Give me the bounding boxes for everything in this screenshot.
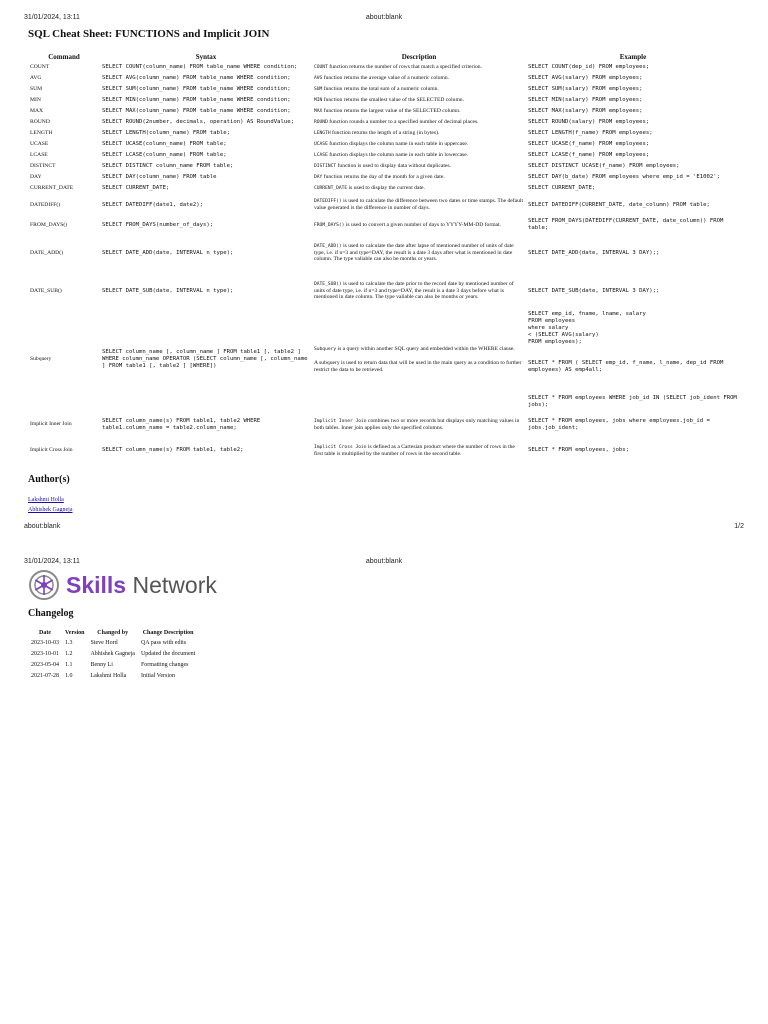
description-cell — [312, 440, 526, 462]
command-cell: DISTINCT — [30, 163, 56, 169]
description-cell — [312, 117, 526, 128]
skills-network-logo — [28, 568, 217, 602]
table-header-row — [28, 52, 740, 62]
description-cell — [312, 161, 526, 172]
page-number: 1/2 — [734, 523, 744, 530]
table-row — [28, 117, 740, 128]
changelog-description: Updated the document — [140, 650, 196, 657]
description-code: AVG — [314, 76, 323, 81]
syntax-cell: SELECT SUM(column_name) FROM table_name WHERE condition; — [102, 86, 291, 92]
changelog-date: 2023-10-01 — [31, 650, 59, 657]
table-row — [28, 310, 740, 410]
changelog-changed-by: Benny Li — [90, 661, 113, 668]
changelog-version: 1.2 — [65, 650, 73, 657]
changelog-version: 1.0 — [65, 672, 73, 679]
description-cell — [312, 139, 526, 150]
example-cell: SELECT LENGTH(f_name) FROM employees; — [528, 130, 653, 136]
table-row — [28, 62, 740, 73]
description-code: Implicit Inner Join — [314, 418, 367, 424]
table-row — [28, 183, 740, 194]
column-header-description: Description — [401, 53, 437, 61]
example-cell: SELECT FROM_DAYS(DATEDIFF(CURRENT_DATE, date_column)) FROM table; — [528, 218, 727, 231]
description-cell — [312, 216, 526, 234]
description-code: DATE_SUB() — [314, 281, 342, 287]
table-row — [28, 84, 740, 95]
syntax-cell: SELECT DATE_SUB(date, INTERVAL n type); — [102, 287, 234, 294]
changelog-col-version: Version — [65, 630, 85, 636]
syntax-cell: SELECT column_name(s) FROM table1, table2; — [102, 447, 244, 454]
changelog-changed-by: Steve Hord — [90, 639, 118, 646]
table-row — [28, 161, 740, 172]
syntax-cell: SELECT column_name [, column_name ] FROM table1 [, table2 ] WHERE column_name OPERATOR (SELECT column_name [, column_name ] FROM table1 [, table2 ] [WHERE]) — [102, 349, 311, 370]
table-row — [28, 234, 740, 272]
table-row — [28, 272, 740, 310]
syntax-cell: SELECT DATEDIFF(date1, date2); — [102, 201, 204, 208]
table-row — [28, 150, 740, 161]
command-cell: MIN — [30, 97, 41, 103]
command-cell: CURRENT_DATE — [30, 185, 74, 191]
description-text: is used to convert a given number of days to YYYY-MM-DD format. — [344, 221, 501, 228]
description-text: is used to calculate the date after lapse of mentioned number of units of date type, i.e. if n=3 and type=DAY, the result is a date 3 days after what is mentioned in date column. The type valiable can also be months or years. — [314, 242, 514, 263]
example-cell: SELECT LCASE(f_name) FROM employees; — [528, 152, 650, 158]
table-row — [28, 172, 740, 183]
description-cell — [312, 234, 526, 272]
changelog-changed-by: Abhishek Gagneja — [90, 650, 135, 657]
description-cell — [312, 150, 526, 161]
command-cell: Subquery — [30, 356, 52, 363]
syntax-cell: SELECT UCASE(column_name) FROM table; — [102, 141, 227, 147]
column-header-command: Command — [48, 53, 80, 61]
description-code: DAY — [314, 175, 323, 180]
syntax-cell: SELECT DATE_ADD(date, INTERVAL n type); — [102, 249, 234, 256]
command-cell: Implicit Cross Join — [30, 447, 73, 454]
description-cell — [312, 172, 526, 183]
authors-heading: Author(s) — [28, 474, 70, 485]
example-cell: SELECT UCASE(f_name) FROM employees; — [528, 141, 650, 147]
example-cell: SELECT emp_id, fname, lname, salary FROM employees where salary < (SELECT AVG(salary) FROM employees); SELECT * FROM ( SELECT emp_id, f_name, l_name, dep_id FROM employees) AS emp4all; SELECT * FROM employees WHERE job_id IN (SELECT job_ident FROM jobs); — [528, 311, 737, 408]
description-text: function rounds a number to a specified number of decimal places. — [327, 119, 479, 125]
syntax-cell: SELECT DAY(column_name) FROM table — [102, 174, 217, 180]
description-text: function returns the length of a string (in bytes). — [330, 130, 440, 136]
command-cell: COUNT — [30, 64, 50, 70]
syntax-cell: SELECT column_name(s) FROM table1, table2 WHERE table1.column_name = table2.column_name; — [102, 417, 264, 431]
description-text: is defined as a Cartesian product where the number of rows in the first table is multiplied by the number of rows in the second table. — [314, 443, 515, 457]
table-row — [28, 440, 740, 462]
syntax-cell: SELECT MAX(column_name) FROM table_name WHERE condition; — [102, 108, 291, 114]
example-cell: SELECT MIN(salary) FROM employees; — [528, 97, 643, 103]
description-code: Subquery — [314, 346, 337, 352]
description-text: function displays the column name in each table in uppercase. — [327, 141, 469, 147]
description-cell — [312, 272, 526, 310]
description-code: UCASE — [314, 142, 328, 147]
changelog-row — [28, 637, 198, 648]
description-code: COUNT — [314, 65, 328, 70]
changelog-description: Formatting changes — [140, 661, 189, 668]
description-text: function returns the largest value of the SELECTED column. — [322, 108, 461, 114]
syntax-cell: SELECT CURRENT_DATE; — [102, 185, 170, 191]
description-text: is used to display the current date. — [347, 185, 425, 191]
description-code: LCASE — [314, 153, 328, 158]
print-date: 31/01/2024, 13:11 — [24, 14, 80, 21]
changelog-col-description: Change Description — [142, 630, 194, 636]
table-row — [28, 73, 740, 84]
changelog-row — [28, 670, 198, 681]
cheat-sheet-table — [28, 52, 740, 462]
logo-text — [66, 572, 217, 599]
changelog-date: 2023-10-03 — [31, 639, 59, 646]
example-cell: SELECT AVG(salary) FROM employees; — [528, 75, 643, 81]
command-cell: LCASE — [30, 152, 48, 158]
description-text: function returns the smallest value of the SELECTED column. — [322, 97, 464, 103]
syntax-cell: SELECT LENGTH(column_name) FROM table; — [102, 130, 230, 136]
example-cell: SELECT DATE_SUB(date, INTERVAL 3 DAY);; — [528, 287, 660, 294]
example-cell: SELECT ROUND(salary) FROM employees; — [528, 119, 650, 125]
table-row — [28, 194, 740, 216]
skills-network-logo-icon — [28, 569, 60, 601]
description-code: Implicit Cross Join — [314, 444, 367, 450]
description-text: function returns the number of rows that match a specified criterion. — [327, 64, 482, 70]
description-cell — [312, 183, 526, 194]
logo-text-light: Network — [126, 571, 217, 598]
syntax-cell: SELECT LCASE(column_name) FROM table; — [102, 152, 227, 158]
changelog-heading: Changelog — [28, 608, 74, 619]
example-cell: SELECT MAX(salary) FROM employees; — [528, 108, 643, 114]
table-row — [28, 106, 740, 117]
description-text: is used to calculate the difference between two dates or time stamps. The default value generated is the difference in number of days. — [314, 198, 524, 211]
author-link[interactable]: Abhishek Gagneja — [28, 507, 73, 513]
description-text: function returns the average value of a numeric column. — [322, 75, 450, 81]
syntax-cell: SELECT ROUND(2number, decimals, operation) AS RoundValue; — [102, 119, 294, 125]
command-cell: DATE_SUB() — [30, 287, 62, 294]
author-link[interactable]: Lakshmi Holla — [28, 497, 64, 503]
command-cell: Implicit Inner Join — [30, 421, 72, 428]
description-code: MAX — [314, 109, 323, 114]
description-text: function returns the day of the month for a given date. — [322, 174, 445, 180]
changelog-description: QA pass with edits — [140, 639, 187, 646]
example-cell: SELECT * FROM employees, jobs where employees.job_id = jobs.job_ident; — [528, 417, 714, 431]
command-cell: AVG — [30, 75, 42, 81]
example-cell: SELECT DATE_ADD(date, INTERVAL 3 DAY);; — [528, 249, 660, 256]
description-code: LENGTH — [314, 131, 331, 136]
changelog-col-changed-by: Changed by — [97, 630, 129, 636]
description-text: is a query within another SQL query and embedded within the WHERE clause. — [336, 345, 515, 352]
command-cell: FROM_DAYS() — [30, 221, 68, 228]
changelog-version: 1.1 — [65, 661, 73, 668]
description-code: CURRENT_DATE — [314, 186, 348, 191]
table-row — [28, 139, 740, 150]
command-cell: DATE_ADD() — [30, 249, 63, 256]
table-row — [28, 95, 740, 106]
changelog-header-row — [28, 629, 198, 637]
table-row — [28, 128, 740, 139]
changelog-table — [28, 629, 198, 681]
changelog-version: 1.3 — [65, 639, 73, 646]
syntax-cell: SELECT COUNT(column_name) FROM table_name WHERE condition; — [102, 64, 298, 70]
example-cell: SELECT SUM(salary) FROM employees; — [528, 86, 643, 92]
changelog-row — [28, 659, 198, 670]
changelog-row — [28, 648, 198, 659]
command-cell: UCASE — [30, 141, 49, 147]
example-cell: SELECT * FROM employees, jobs; — [528, 447, 630, 454]
table-row — [28, 410, 740, 440]
logo-text-bold: Skills — [66, 571, 127, 598]
description-cell — [312, 410, 526, 440]
print-url: about:blank — [365, 14, 403, 21]
description-code: DATE_ADD() — [314, 243, 342, 249]
page-title: SQL Cheat Sheet: FUNCTIONS and Implicit JOIN — [28, 28, 270, 40]
example-cell: SELECT DISTINCT UCASE(f_name) FROM employees; — [528, 163, 680, 169]
description-code: FROM_DAYS() — [314, 222, 345, 228]
changelog-date: 2021-07-28 — [31, 672, 59, 679]
description-cell — [312, 128, 526, 139]
description-cell — [312, 194, 526, 216]
description-code: SUM — [314, 87, 323, 92]
changelog-col-date: Date — [39, 630, 51, 636]
command-cell: LENGTH — [30, 130, 53, 136]
print-date: 31/01/2024, 13:11 — [24, 558, 80, 565]
syntax-cell: SELECT AVG(column_name) FROM table_name WHERE condition; — [102, 75, 291, 81]
description-text: function is used to display data without duplicates. — [336, 163, 451, 169]
description-cell — [312, 73, 526, 84]
command-cell: MAX — [30, 108, 44, 114]
description-text: function displays the column name in each table in lowercase. — [327, 152, 469, 158]
description-text: function returns the total sum of a numeric column. — [322, 86, 439, 92]
authors-list — [28, 495, 73, 515]
example-cell: SELECT CURRENT_DATE; — [528, 185, 596, 191]
syntax-cell: SELECT FROM_DAYS(number_of_days); — [102, 221, 214, 228]
column-header-example: Example — [619, 53, 647, 61]
page1-header — [24, 14, 744, 26]
description-code: DATEDIFF() — [314, 199, 342, 205]
description-cell — [312, 84, 526, 95]
changelog-description: Initial Version — [140, 672, 176, 679]
description-cell — [312, 95, 526, 106]
page1-footer — [24, 523, 744, 535]
example-cell: SELECT DATEDIFF(CURRENT_DATE, date_column) FROM table; — [528, 201, 710, 208]
example-cell: SELECT COUNT(dep_id) FROM employees; — [528, 64, 650, 70]
description-cell — [312, 106, 526, 117]
command-cell: ROUND — [30, 119, 50, 125]
column-header-syntax: Syntax — [195, 53, 217, 61]
example-cell: SELECT DAY(b_date) FROM employees where emp_id = 'E1002'; — [528, 174, 720, 180]
command-cell: DATEDIFF() — [30, 201, 61, 208]
description-code: MIN — [314, 98, 323, 103]
footer-url: about:blank — [24, 523, 61, 530]
syntax-cell: SELECT DISTINCT column_name FROM table; — [102, 163, 234, 169]
description-text-extra: A subquery is used to return data that will be used in the main query as a condition to further restrict the data to be retrieved. — [314, 359, 522, 373]
description-cell — [312, 62, 526, 73]
command-cell: SUM — [30, 86, 43, 92]
description-text: is used to calculate the date prior to the record date by mentioned number of units of date type, i.e. if n=3 and type=DAY, the result is a date 3 days before what is mentioned in date column. The type valiable can also be months or years. — [314, 280, 514, 301]
description-text: combines two or more records but displays only matching values in both tables. Inner join applies only the specified columns. — [314, 417, 520, 431]
changelog-date: 2023-05-04 — [31, 661, 59, 668]
table-row — [28, 216, 740, 234]
description-code: DISTINCT — [314, 164, 337, 169]
syntax-cell: SELECT MIN(column_name) FROM table_name WHERE condition; — [102, 97, 291, 103]
description-code: ROUND — [314, 120, 328, 125]
print-url: about:blank — [365, 558, 403, 565]
description-cell — [312, 310, 526, 410]
command-cell: DAY — [30, 174, 42, 180]
changelog-changed-by: Lakshmi Holla — [90, 672, 127, 679]
